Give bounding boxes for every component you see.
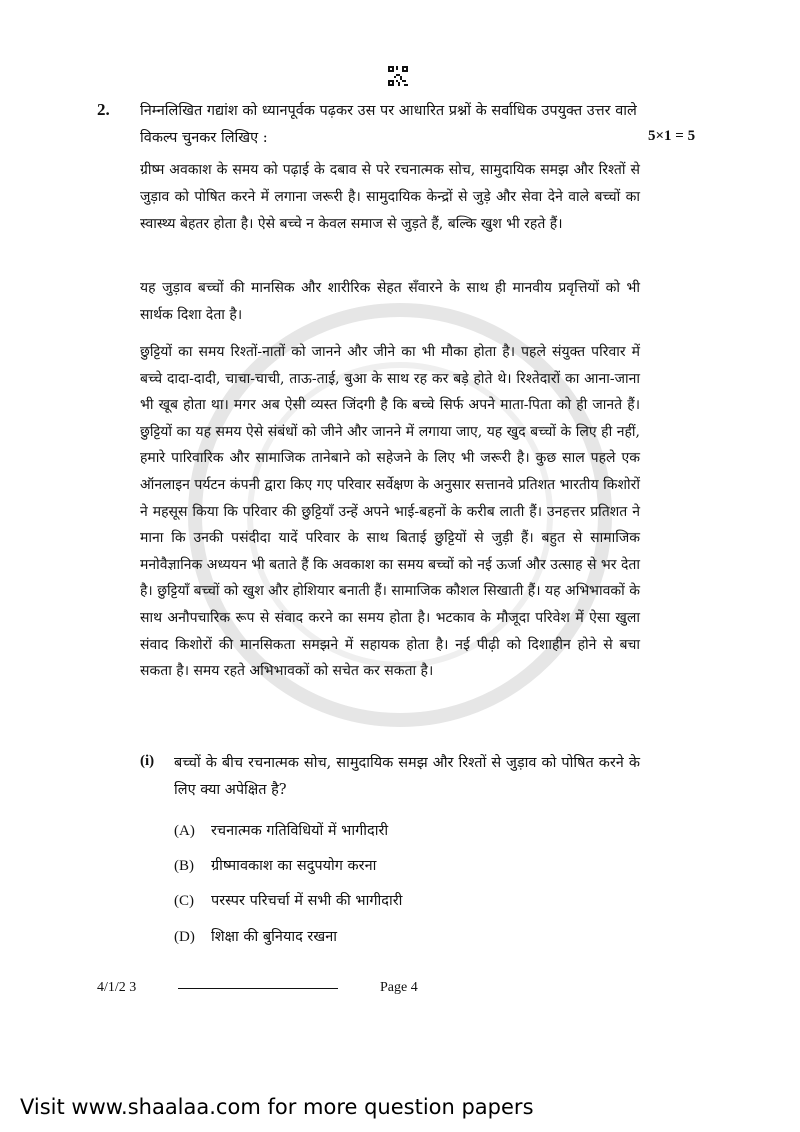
option-d xyxy=(174,926,337,946)
option-a xyxy=(174,820,388,840)
option-c xyxy=(174,890,402,910)
passage-paragraph-2: यह जुड़ाव बच्चों की मानसिक और शारीरिक सेहत सँवारने के साथ ही मानवीय प्रवृत्तियों को भी सार्थक दिशा देता है। xyxy=(140,280,640,323)
paper-code: 4/1/2 3 xyxy=(97,980,137,995)
option-label: (B) xyxy=(174,858,194,874)
option-text: ग्रीष्मावकाश का सदुपयोग करना xyxy=(211,858,377,874)
sub-question-number: (i) xyxy=(140,753,155,769)
option-b xyxy=(174,855,376,875)
option-text: शिक्षा की बुनियाद रखना xyxy=(211,929,338,945)
qr-code-icon xyxy=(388,66,408,86)
question-marks: 5×1 = 5 xyxy=(648,128,696,144)
passage-paragraph-1: ग्रीष्म अवकाश के समय को पढ़ाई के दबाव से परे रचनात्मक सोच, सामुदायिक समझ और रिश्तों से जुड़ाव को पोषित करने में लगाना जरूरी है। सामुदायिक केन्द्रों से जुड़े और सेवा देने वाले बच्चों का स्वास्थ्य बेहतर होता है। ऐसे बच्चे न केवल समाज से जुड़ते हैं, बल्कि खुश भी रहते हैं। xyxy=(140,162,640,232)
option-label: (A) xyxy=(174,823,195,839)
footer-divider xyxy=(178,988,338,989)
option-label: (D) xyxy=(174,929,195,945)
sub-question-text: बच्चों के बीच रचनात्मक सोच, सामुदायिक समझ और रिश्तों से जुड़ाव को पोषित करने के लिए क्या अपेक्षित है? xyxy=(174,755,640,798)
option-text: रचनात्मक गतिविधियों में भागीदारी xyxy=(211,823,389,839)
bottom-banner: Visit www.shaalaa.com for more question papers xyxy=(20,1095,534,1119)
option-text: परस्पर परिचर्चा में सभी की भागीदारी xyxy=(211,893,403,909)
question-instruction: निम्नलिखित गद्यांश को ध्यानपूर्वक पढ़कर उस पर आधारित प्रश्नों के सर्वाधिक उपयुक्त उत्तर वाले विकल्प चुनकर लिखिए : xyxy=(140,103,637,146)
question-number: 2. xyxy=(97,100,110,119)
page-number: Page 4 xyxy=(380,980,418,995)
option-label: (C) xyxy=(174,893,194,909)
passage-paragraph-3: छुट्टियों का समय रिश्तों-नातों को जानने और जीने का भी मौका होता है। पहले संयुक्त परिवार में बच्चे दादा-दादी, चाचा-चाची, ताऊ-ताई, बुआ के साथ रह कर बड़े होते थे। रिश्तेदारों का आना-जाना भी खूब होता था। मगर अब ऐसी व्यस्त जिंदगी है कि बच्चे सिर्फ अपने माता-पिता को ही जानते हैं। छुट्टियों का यह समय ऐसे संबंधों को जीने और जानने में लगाया जाए, यह खुद बच्चों के लिए ही नहीं, हमारे पारिवारिक और सामाजिक तानेबाने को सहेजने के लिए भी जरूरी है। कुछ साल पहले एक ऑनलाइन पर्यटन कंपनी द्वारा किए गए परिवार सर्वेक्षण के अनुसार सत्तानवे प्रतिशत भारतीय किशोरों ने महसूस किया कि परिवार की छुट्टियाँ उन्हें अपने भाई-बहनों के करीब लाती हैं। उनहत्तर प्रतिशत ने माना कि उनकी पसंदीदा यादें परिवार के साथ बिताई छुट्टियों से जुड़ी हैं। बहुत से सामाजिक मनोवैज्ञानिक अध्ययन भी बताते हैं कि अवकाश का समय बच्चों को नई ऊर्जा और उत्साह से भर देता है। छुट्टियाँ बच्चों को खुश और होशियार बनाती हैं। सामाजिक कौशल सिखाती हैं। यह अभिभावकों के साथ अनौपचारिक रूप से संवाद करने का समय होता है। भटकाव के मौजूदा परिवेश में ऐसा खुला संवाद किशोरों की मानसिकता समझने में सहायक होता है। नई पीढ़ी को दिशाहीन होने से बचा सकता है। समय रहते अभिभावकों को सचेत कर सकता है। xyxy=(140,344,640,680)
